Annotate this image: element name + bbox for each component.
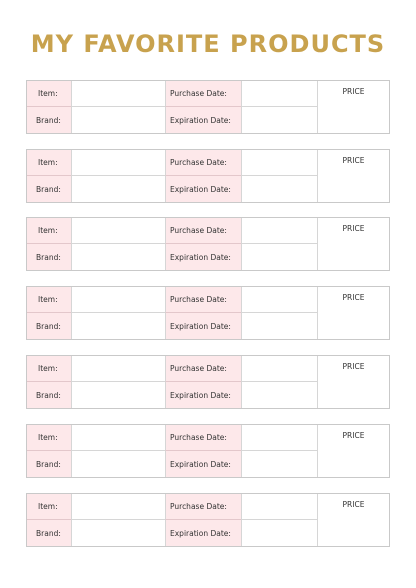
item-field[interactable] xyxy=(71,150,165,176)
brand-label: Brand: xyxy=(27,107,71,133)
item-label: Item: xyxy=(27,356,71,382)
purchase-date-label: Purchase Date: xyxy=(165,494,241,520)
brand-field[interactable] xyxy=(71,313,165,339)
expiration-date-label: Expiration Date: xyxy=(165,520,241,546)
product-card xyxy=(26,493,390,547)
price-field[interactable] xyxy=(317,356,389,408)
expiration-date-field[interactable] xyxy=(241,313,317,339)
item-field[interactable] xyxy=(71,287,165,313)
purchase-date-label: Purchase Date: xyxy=(165,150,241,176)
expiration-date-label: Expiration Date: xyxy=(165,451,241,477)
expiration-date-label: Expiration Date: xyxy=(165,176,241,202)
expiration-date-field[interactable] xyxy=(241,176,317,202)
item-label: Item: xyxy=(27,425,71,451)
purchase-date-label: Purchase Date: xyxy=(165,425,241,451)
purchase-date-label: Purchase Date: xyxy=(165,287,241,313)
brand-label: Brand: xyxy=(27,244,71,270)
price-label: PRICE xyxy=(342,293,365,302)
item-field[interactable] xyxy=(71,218,165,244)
purchase-date-field[interactable] xyxy=(241,425,317,451)
brand-field[interactable] xyxy=(71,382,165,408)
expiration-date-label: Expiration Date: xyxy=(165,107,241,133)
purchase-date-field[interactable] xyxy=(241,81,317,107)
price-field[interactable] xyxy=(317,287,389,339)
price-label: PRICE xyxy=(342,431,365,440)
brand-field[interactable] xyxy=(71,520,165,546)
purchase-date-field[interactable] xyxy=(241,218,317,244)
expiration-date-field[interactable] xyxy=(241,382,317,408)
item-field[interactable] xyxy=(71,494,165,520)
price-field[interactable] xyxy=(317,81,389,133)
item-label: Item: xyxy=(27,218,71,244)
expiration-date-field[interactable] xyxy=(241,107,317,133)
product-card xyxy=(26,355,390,409)
price-field[interactable] xyxy=(317,150,389,202)
expiration-date-label: Expiration Date: xyxy=(165,244,241,270)
expiration-date-label: Expiration Date: xyxy=(165,313,241,339)
price-label: PRICE xyxy=(342,362,365,371)
item-field[interactable] xyxy=(71,81,165,107)
purchase-date-label: Purchase Date: xyxy=(165,356,241,382)
page-title: MY FAVORITE PRODUCTS xyxy=(30,30,386,58)
price-label: PRICE xyxy=(342,500,365,509)
price-field[interactable] xyxy=(317,494,389,546)
price-label: PRICE xyxy=(342,156,365,165)
product-card xyxy=(26,80,390,134)
purchase-date-label: Purchase Date: xyxy=(165,81,241,107)
purchase-date-label: Purchase Date: xyxy=(165,218,241,244)
expiration-date-field[interactable] xyxy=(241,451,317,477)
product-card xyxy=(26,149,390,203)
purchase-date-field[interactable] xyxy=(241,494,317,520)
price-label: PRICE xyxy=(342,224,365,233)
product-card xyxy=(26,424,390,478)
brand-label: Brand: xyxy=(27,176,71,202)
brand-label: Brand: xyxy=(27,313,71,339)
brand-field[interactable] xyxy=(71,244,165,270)
price-label: PRICE xyxy=(342,87,365,96)
product-card xyxy=(26,286,390,340)
price-field[interactable] xyxy=(317,218,389,270)
item-field[interactable] xyxy=(71,356,165,382)
item-label: Item: xyxy=(27,150,71,176)
expiration-date-field[interactable] xyxy=(241,520,317,546)
brand-field[interactable] xyxy=(71,107,165,133)
brand-field[interactable] xyxy=(71,176,165,202)
item-label: Item: xyxy=(27,494,71,520)
item-label: Item: xyxy=(27,287,71,313)
item-field[interactable] xyxy=(71,425,165,451)
brand-label: Brand: xyxy=(27,382,71,408)
expiration-date-field[interactable] xyxy=(241,244,317,270)
price-field[interactable] xyxy=(317,425,389,477)
item-label: Item: xyxy=(27,81,71,107)
purchase-date-field[interactable] xyxy=(241,150,317,176)
brand-label: Brand: xyxy=(27,520,71,546)
product-card xyxy=(26,217,390,271)
purchase-date-field[interactable] xyxy=(241,287,317,313)
purchase-date-field[interactable] xyxy=(241,356,317,382)
expiration-date-label: Expiration Date: xyxy=(165,382,241,408)
brand-field[interactable] xyxy=(71,451,165,477)
brand-label: Brand: xyxy=(27,451,71,477)
